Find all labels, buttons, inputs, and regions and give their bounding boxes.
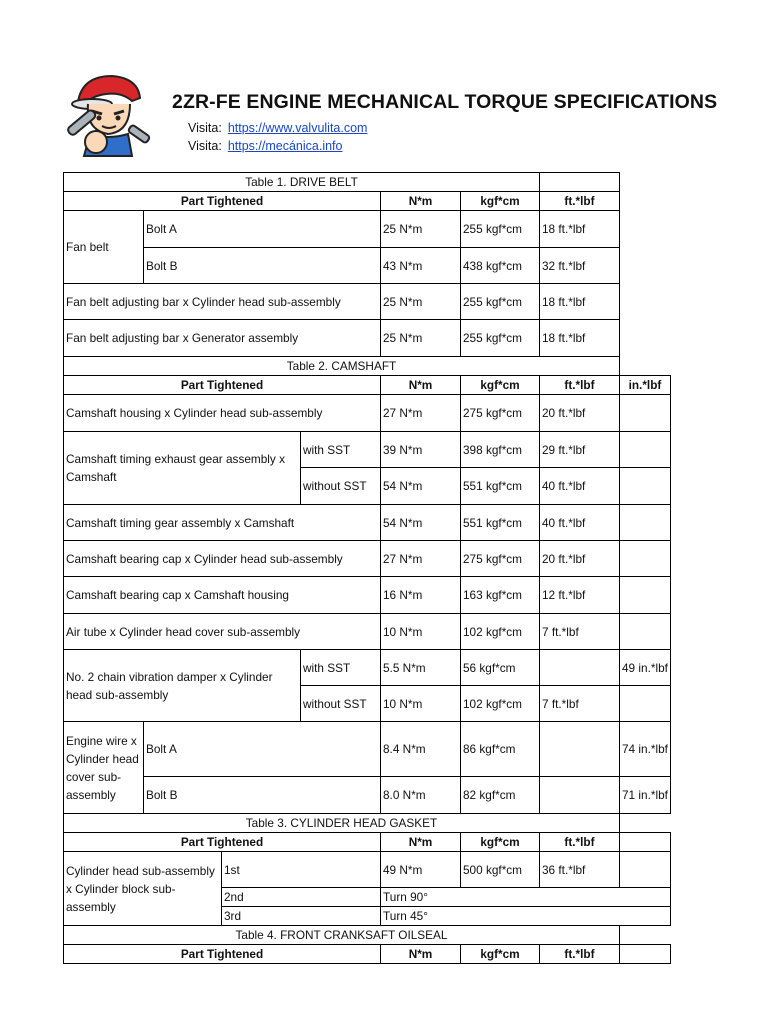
bolt-label: Bolt B (144, 248, 381, 284)
visit-line-2 (188, 139, 342, 153)
value-nm: 27 N*m (381, 541, 461, 577)
table2-caption-row (64, 357, 671, 376)
step-label: 3rd (222, 907, 381, 926)
visit-label: Visita: (188, 121, 222, 135)
sst-label: with SST (301, 650, 381, 686)
table-row (64, 541, 671, 577)
value-kgf: 255 kgf*cm (461, 284, 540, 320)
fan-belt-label: Fan belt (64, 211, 144, 284)
table-row (64, 852, 671, 888)
col-part: Part Tightened (64, 945, 381, 964)
part-name: Fan belt adjusting bar x Cylinder head sub-assembly (64, 284, 381, 320)
value-ft: 7 ft.*lbf (540, 686, 620, 722)
col-part: Part Tightened (64, 192, 381, 211)
value-nm: 5.5 N*m (381, 650, 461, 686)
value-ft: 7 ft.*lbf (540, 614, 620, 650)
bolt-label: Bolt A (144, 722, 381, 777)
step-value: Turn 45° (381, 907, 671, 926)
col-in: in.*lbf (620, 376, 671, 395)
sst-label: without SST (301, 468, 381, 505)
table-row (64, 320, 671, 357)
value-nm: 54 N*m (381, 505, 461, 541)
sst-label: without SST (301, 686, 381, 722)
value-kgf: 551 kgf*cm (461, 468, 540, 505)
table4-caption: Table 4. FRONT CRANKSAFT OILSEAL (64, 926, 620, 945)
table1-caption: Table 1. DRIVE BELT (64, 173, 540, 192)
col-kgf: kgf*cm (461, 376, 540, 395)
value-kgf: 438 kgf*cm (461, 248, 540, 284)
value-ft: 12 ft.*lbf (540, 577, 620, 614)
value-in: 71 in.*lbf (620, 777, 671, 814)
link-mecanica[interactable]: https://mecánica.info (227, 139, 343, 153)
step-label: 2nd (222, 888, 381, 907)
value-nm: 39 N*m (381, 432, 461, 468)
part-name: Fan belt adjusting bar x Generator assembly (64, 320, 381, 357)
value-ft: 40 ft.*lbf (540, 468, 620, 505)
value-nm: 25 N*m (381, 211, 461, 248)
table2-header-row (64, 376, 671, 395)
table1-caption-row (64, 173, 671, 192)
table4-caption-row (64, 926, 671, 945)
table-row (64, 722, 671, 777)
value-kgf: 255 kgf*cm (461, 211, 540, 248)
bolt-label: Bolt A (144, 211, 381, 248)
table-row (64, 577, 671, 614)
table-row (64, 211, 671, 248)
bolt-label: Bolt B (144, 777, 381, 814)
part-name: Camshaft timing exhaust gear assembly x Camshaft (64, 432, 301, 505)
step-label: 1st (222, 852, 381, 888)
col-ft: ft.*lbf (540, 833, 620, 852)
value-kgf: 82 kgf*cm (461, 777, 540, 814)
value-nm: 8.0 N*m (381, 777, 461, 814)
table-row (64, 248, 671, 284)
table3-header-row (64, 833, 671, 852)
table-row (64, 395, 671, 432)
value-kgf: 551 kgf*cm (461, 505, 540, 541)
value-kgf: 275 kgf*cm (461, 395, 540, 432)
value-ft: 20 ft.*lbf (540, 541, 620, 577)
part-name: Engine wire x Cylinder head cover sub-assembly (64, 722, 144, 814)
value-ft: 29 ft.*lbf (540, 432, 620, 468)
value-ft: 36 ft.*lbf (540, 852, 620, 888)
part-name: Air tube x Cylinder head cover sub-assembly (64, 614, 381, 650)
value-kgf: 255 kgf*cm (461, 320, 540, 357)
value-kgf: 500 kgf*cm (461, 852, 540, 888)
col-kgf: kgf*cm (461, 833, 540, 852)
value-nm: 25 N*m (381, 320, 461, 357)
part-name: Cylinder head sub-assembly x Cylinder block sub-assembly (64, 852, 222, 926)
value-kgf: 398 kgf*cm (461, 432, 540, 468)
value-ft: 32 ft.*lbf (540, 248, 620, 284)
value-ft: 18 ft.*lbf (540, 320, 620, 357)
value-in: 74 in.*lbf (620, 722, 671, 777)
table-row (64, 505, 671, 541)
value-kgf: 86 kgf*cm (461, 722, 540, 777)
part-name: Camshaft housing x Cylinder head sub-assembly (64, 395, 381, 432)
table4-header-row (64, 945, 671, 964)
col-kgf: kgf*cm (461, 945, 540, 964)
value-kgf: 102 kgf*cm (461, 686, 540, 722)
table3-caption: Table 3. CYLINDER HEAD GASKET (64, 814, 620, 833)
value-ft: 18 ft.*lbf (540, 284, 620, 320)
col-kgf: kgf*cm (461, 192, 540, 211)
value-nm: 8.4 N*m (381, 722, 461, 777)
value-nm: 27 N*m (381, 395, 461, 432)
value-kgf: 102 kgf*cm (461, 614, 540, 650)
table-row (64, 284, 671, 320)
table3-caption-row (64, 814, 671, 833)
value-nm: 25 N*m (381, 284, 461, 320)
col-ft: ft.*lbf (540, 376, 620, 395)
value-nm: 43 N*m (381, 248, 461, 284)
col-nm: N*m (381, 945, 461, 964)
step-value: Turn 90° (381, 888, 671, 907)
table1-header-row (64, 192, 671, 211)
value-in: 49 in.*lbf (620, 650, 671, 686)
value-kgf: 56 kgf*cm (461, 650, 540, 686)
link-valvulita[interactable]: https://www.valvulita.com (227, 121, 368, 135)
col-part: Part Tightened (64, 833, 381, 852)
torque-spec-table (63, 172, 671, 964)
value-ft: 20 ft.*lbf (540, 395, 620, 432)
value-nm: 16 N*m (381, 577, 461, 614)
value-nm: 49 N*m (381, 852, 461, 888)
col-nm: N*m (381, 192, 461, 211)
mechanic-mascot-logo (62, 68, 154, 160)
table-row (64, 777, 671, 814)
part-name: Camshaft bearing cap x Cylinder head sub-assembly (64, 541, 381, 577)
visit-line-1 (188, 121, 367, 135)
col-nm: N*m (381, 376, 461, 395)
value-nm: 10 N*m (381, 686, 461, 722)
value-kgf: 275 kgf*cm (461, 541, 540, 577)
page-title: 2ZR-FE ENGINE MECHANICAL TORQUE SPECIFICATIONS (172, 91, 718, 113)
table-row (64, 614, 671, 650)
sst-label: with SST (301, 432, 381, 468)
col-part: Part Tightened (64, 376, 381, 395)
table-row (64, 432, 671, 468)
table2-caption: Table 2. CAMSHAFT (64, 357, 620, 376)
col-nm: N*m (381, 833, 461, 852)
part-name: Camshaft timing gear assembly x Camshaft (64, 505, 381, 541)
col-ft: ft.*lbf (540, 192, 620, 211)
col-ft: ft.*lbf (540, 945, 620, 964)
part-name: No. 2 chain vibration damper x Cylinder head sub-assembly (64, 650, 301, 722)
table-row (64, 650, 671, 686)
value-ft: 18 ft.*lbf (540, 211, 620, 248)
value-nm: 54 N*m (381, 468, 461, 505)
value-nm: 10 N*m (381, 614, 461, 650)
value-ft: 40 ft.*lbf (540, 505, 620, 541)
visit-label: Visita: (188, 139, 222, 153)
value-kgf: 163 kgf*cm (461, 577, 540, 614)
part-name: Camshaft bearing cap x Camshaft housing (64, 577, 381, 614)
